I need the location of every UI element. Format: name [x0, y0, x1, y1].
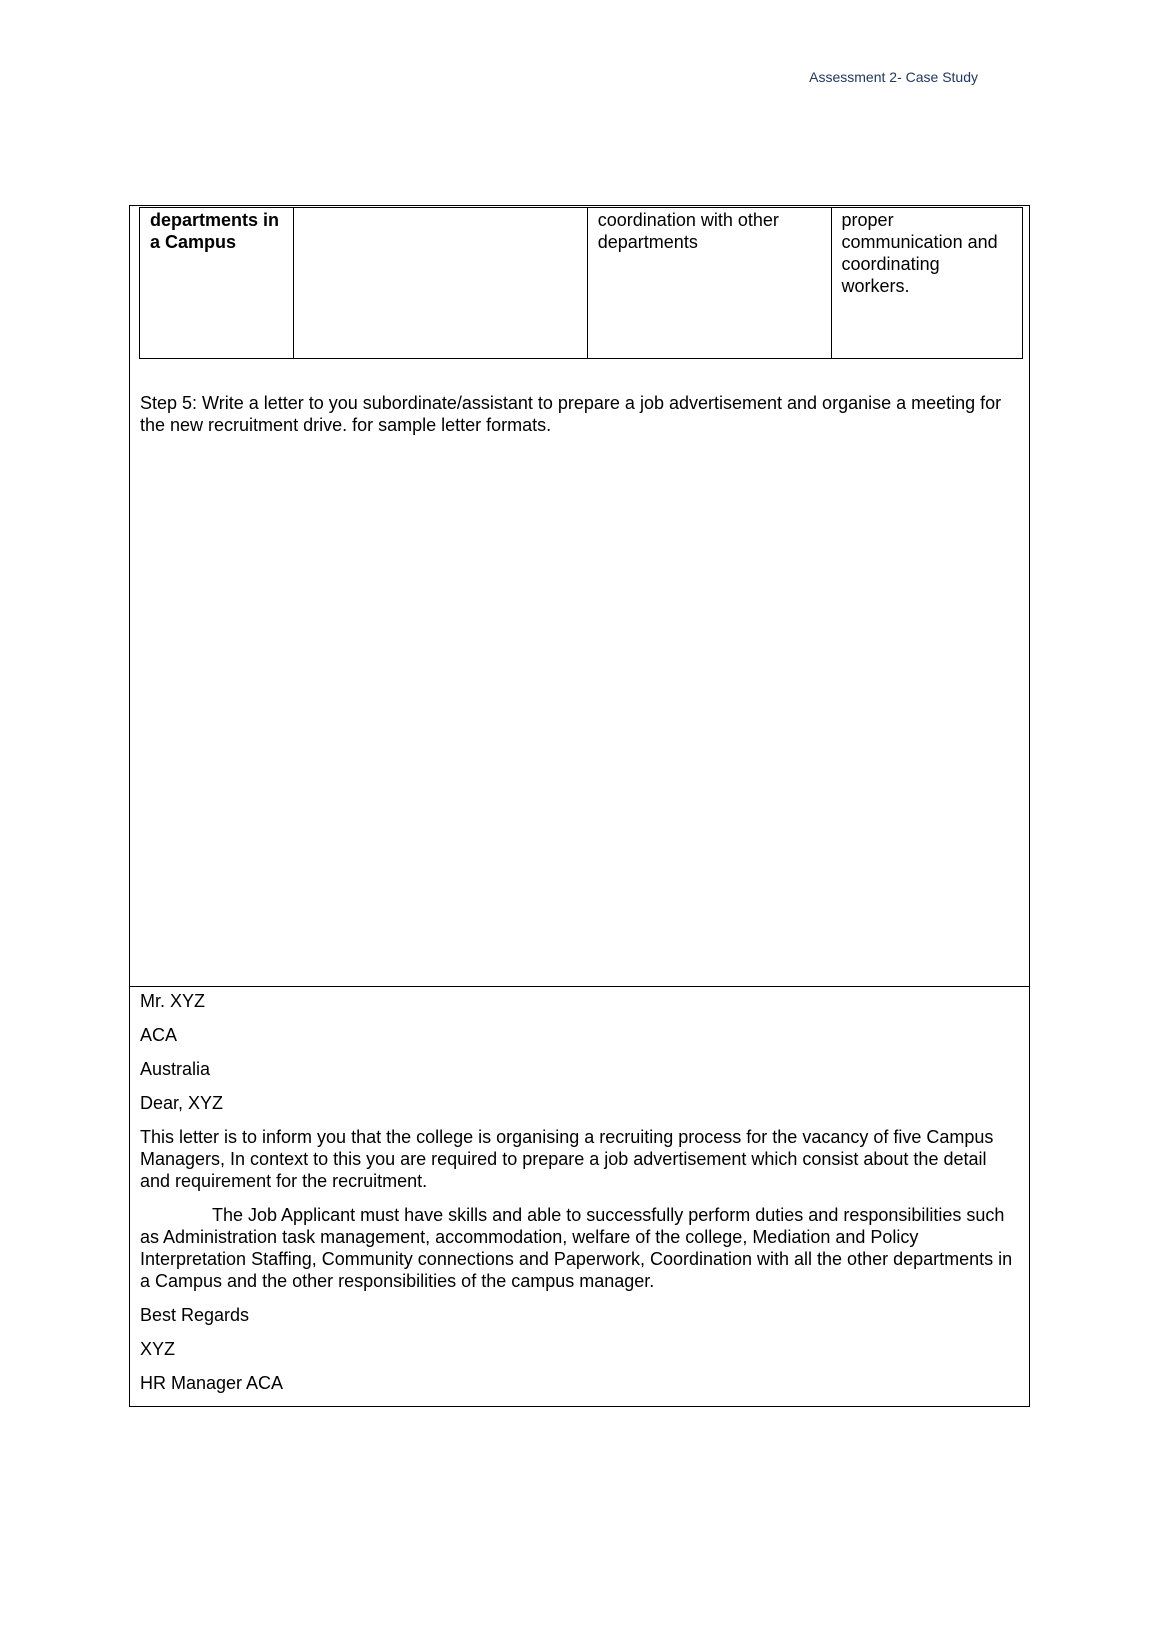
closing: Best Regards	[140, 1305, 250, 1325]
recipient-org: ACA	[140, 1025, 178, 1045]
letter-paragraph-1: This letter is to inform you that the college is organising a recruiting process for the vacancy of five Campus Managers, In context to this you are required to prepare a job advertisement which consist about the detail and requirement for the recruitment.	[140, 1127, 994, 1191]
recipient-country: Australia	[140, 1059, 211, 1079]
document-frame	[129, 205, 1030, 1407]
letter-paragraph-2: The Job Applicant must have skills and able to successfully perform duties and responsibilities such as Administration task management, accommodation, welfare of the college, Mediation and Policy Interpretation Staffing, Community connections and Paperwork, Coordination with all the other departments in a Campus and the other responsibilities of the campus manager.	[140, 1205, 1013, 1291]
sender-name: XYZ	[140, 1339, 176, 1359]
responsibilities-table	[139, 207, 1023, 359]
letter-body	[140, 986, 1020, 1406]
page-header: Assessment 2- Case Study	[809, 69, 978, 85]
salutation: Dear, XYZ	[140, 1093, 224, 1113]
table-cell-duty: coordination with other departments	[587, 208, 831, 359]
step-5-instruction: Step 5: Write a letter to you subordinate/assistant to prepare a job advertisement and organise a meeting for the new recruitment drive. for sample letter formats.	[140, 393, 1002, 435]
table-cell-role: departments in a Campus	[140, 208, 294, 359]
table-cell-skill: proper communication and coordinating workers.	[831, 208, 1022, 359]
table-row	[140, 208, 1023, 359]
sender-title: HR Manager ACA	[140, 1373, 284, 1393]
recipient-name: Mr. XYZ	[140, 991, 206, 1011]
table-cell-empty	[293, 208, 587, 359]
